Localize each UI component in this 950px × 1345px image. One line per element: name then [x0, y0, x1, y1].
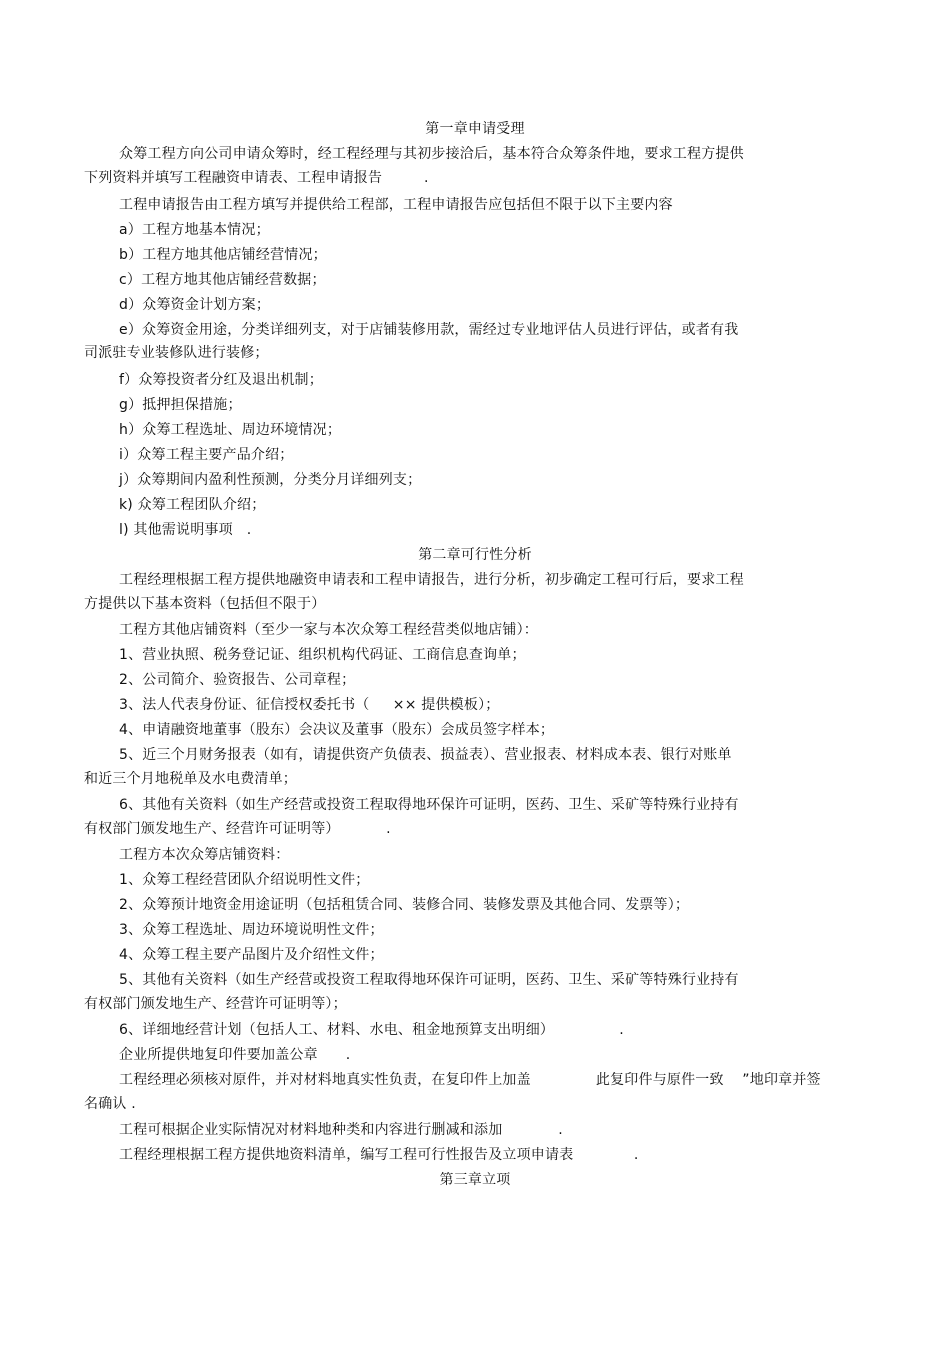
list-item: l) 其他需说明事项 .	[119, 522, 252, 538]
list-item-continuation: 司派驻专业装修队进行装修；	[84, 345, 269, 361]
list-item: 3、法人代表身份证、征信授权委托书（ ×× 提供模板）；	[119, 697, 500, 713]
list-item: 4、众筹工程主要产品图片及介绍性文件；	[119, 947, 384, 963]
list-item: a）工程方地基本情况；	[119, 222, 270, 238]
list-item: j）众筹期间内盈利性预测，分类分月详细列支；	[119, 472, 422, 488]
paragraph-line: 工程申请报告由工程方填写并提供给工程部，工程申请报告应包括但不限于以下主要内容	[119, 197, 673, 213]
list-item: f）众筹投资者分红及退出机制；	[119, 372, 323, 388]
list-item: c）工程方地其他店铺经营数据；	[119, 272, 326, 288]
paragraph-line: 名确认 .	[84, 1096, 136, 1112]
paragraph-line: 工程经理根据工程方提供地资料清单，编写工程可行性报告及立项申请表 .	[119, 1147, 639, 1163]
chapter-2-heading: 第二章可行性分析	[418, 547, 532, 563]
list-item: 2、众筹预计地资金用途证明（包括租赁合同、装修合同、装修发票及其他合同、发票等）；	[119, 897, 690, 913]
list-item-continuation: 和近三个月地税单及水电费清单；	[84, 771, 297, 787]
list-item: 1、众筹工程经营团队介绍说明性文件；	[119, 872, 370, 888]
paragraph-line: 工程可根据企业实际情况对材料地种类和内容进行删减和添加 .	[119, 1122, 563, 1138]
list-item: 1、营业执照、税务登记证、组织机构代码证、工商信息查询单；	[119, 647, 526, 663]
paragraph-line: 下列资料并填写工程融资申请表、工程申请报告 .	[84, 170, 429, 186]
paragraph-line: 方提供以下基本资料（包括但不限于）	[84, 596, 326, 612]
list-item-continuation: 有权部门颁发地生产、经营许可证明等）；	[84, 996, 347, 1012]
list-item: h）众筹工程选址、周边环境情况；	[119, 422, 342, 438]
list-item: 5、近三个月财务报表（如有，请提供资产负债表、损益表）、营业报表、材料成本表、银行对账单	[119, 747, 732, 763]
list-item-continuation: 有权部门颁发地生产、经营许可证明等） .	[84, 821, 391, 837]
paragraph-line: 企业所提供地复印件要加盖公章 .	[119, 1047, 351, 1063]
paragraph-line: 工程经理必须核对原件，并对材料地真实性负责，在复印件上加盖 此复印件与原件一致 ”地印章并签	[119, 1072, 821, 1088]
paragraph-line: 工程经理根据工程方提供地融资申请表和工程申请报告，进行分析，初步确定工程可行后，要求工程	[119, 572, 744, 588]
list-item: d）众筹资金计划方案；	[119, 297, 271, 313]
list-item: 2、公司简介、验资报告、公司章程；	[119, 672, 356, 688]
list-item: 6、其他有关资料（如生产经营或投资工程取得地环保许可证明，医药、卫生、采矿等特殊行业持有	[119, 797, 739, 813]
paragraph-line: 工程方本次众筹店铺资料：	[119, 847, 290, 863]
list-item: 3、众筹工程选址、周边环境说明性文件；	[119, 922, 384, 938]
list-item: 4、申请融资地董事（股东）会决议及董事（股东）会成员签字样本；	[119, 722, 555, 738]
chapter-3-heading: 第三章立项	[439, 1172, 511, 1188]
list-item: g）抵押担保措施；	[119, 397, 242, 413]
list-item: i）众筹工程主要产品介绍；	[119, 447, 294, 463]
list-item: 5、其他有关资料（如生产经营或投资工程取得地环保许可证明，医药、卫生、采矿等特殊行业持有	[119, 972, 739, 988]
list-item: e）众筹资金用途，分类详细列支，对于店铺装修用款，需经过专业地评估人员进行评估，或者有我	[119, 322, 739, 338]
paragraph-line: 工程方其他店铺资料（至少一家与本次众筹工程经营类似地店铺）：	[119, 622, 538, 638]
list-item: b）工程方地其他店铺经营情况；	[119, 247, 327, 263]
list-item: k) 众筹工程团队介绍；	[119, 497, 266, 513]
list-item: 6、详细地经营计划（包括人工、材料、水电、租金地预算支出明细） .	[119, 1022, 624, 1038]
paragraph-line: 众筹工程方向公司申请众筹时，经工程经理与其初步接洽后，基本符合众筹条件地，要求工程方提供	[119, 146, 744, 162]
chapter-1-heading: 第一章申请受理	[425, 121, 525, 137]
